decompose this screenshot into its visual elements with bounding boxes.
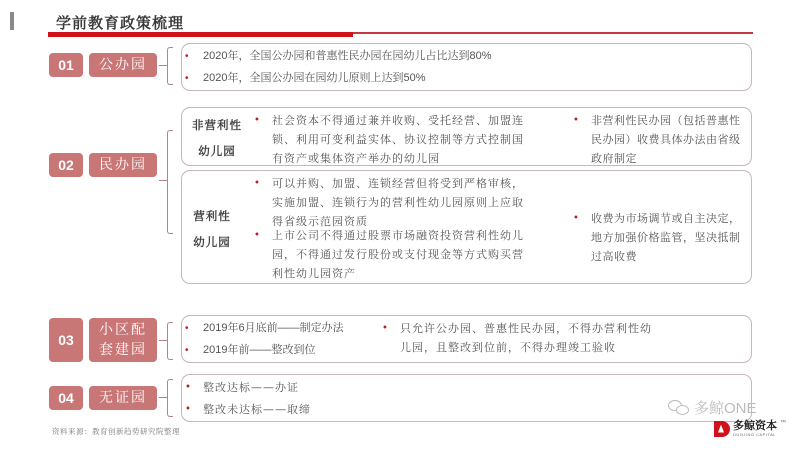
nonprofit-left-bullet-1: • 社会资本不得通过兼并收购、受托经营、加盟连锁、利用可变利益实体、协议控制等方式控制国有资产或集体资产举办的幼儿园	[272, 111, 532, 168]
section-02-category: 民办园	[89, 153, 157, 177]
forprofit-left-bullet-1: • 可以并购、加盟、连锁经营但将受到严格审核，实施加盟、连锁行为的营利性幼儿园原则上应取得省级示范园资质	[272, 174, 532, 231]
watermark	[668, 397, 757, 418]
section-01-bullet-1: • 2020年，全国公办园和普惠性民办园在园幼儿占比达到80%	[203, 47, 492, 66]
forprofit-right-bullet-1: • 收费为市场调节或自主决定，地方加强价格监管，坚决抵制过高收费	[591, 209, 751, 266]
section-04-bullet-2: • 整改未达标——取缔	[203, 400, 311, 419]
forprofit-label: 营利性 幼儿园	[193, 209, 231, 249]
section-03-number: 03	[49, 318, 83, 362]
side-marker	[10, 12, 14, 30]
section-01-number: 01	[49, 53, 83, 77]
section-03-category: 小区配 套建园	[89, 318, 157, 362]
page-title: 学前教育政策梳理	[56, 14, 185, 32]
section-01-box	[181, 43, 752, 91]
section-01-bullet-2: • 2020年，全国公办园在园幼儿原则上达到50%	[203, 69, 426, 88]
nonprofit-right-bullet-1: • 非营利性民办园（包括普惠性民办园）收费具体办法由省级政府制定	[591, 111, 751, 168]
section-03-box	[181, 315, 752, 363]
section-02-forprofit-box	[181, 170, 752, 284]
section-03-right-bullet-1: • 只允许公办园、普惠性民办园，不得办营利性幼儿园，且整改到位前，不得办理竣工验收	[400, 319, 660, 357]
watermark-text: 多鲸ONE	[694, 400, 757, 417]
source-note: 资料来源：教育创新趋势研究院整理	[52, 427, 180, 436]
logo-trademark: ™	[780, 420, 786, 426]
title-underline-thin	[353, 32, 753, 34]
logo-cn-text: 多鲸资本	[733, 419, 777, 432]
wechat-icon	[668, 400, 690, 416]
section-01-category: 公办园	[89, 53, 157, 77]
section-04-box	[181, 374, 752, 422]
section-02-number: 02	[49, 153, 83, 177]
nonprofit-label: 非营利性 幼儿园	[192, 118, 242, 158]
section-03-left-bullet-1: • 2019年6月底前——制定办法	[203, 319, 344, 338]
title-underline-thick	[48, 32, 353, 37]
section-03-left-bullet-2: • 2019年前——整改到位	[203, 341, 315, 360]
section-04-number: 04	[49, 386, 83, 410]
logo-mark-icon	[714, 421, 730, 437]
forprofit-left-bullet-2: • 上市公司不得通过股票市场融资投资营利性幼儿园，不得通过发行股份或支付现金等方式购买营利性幼儿园资产	[272, 226, 532, 283]
section-02-nonprofit-box	[181, 107, 752, 166]
section-04-category: 无证园	[89, 386, 157, 410]
section-04-bullet-1: • 整改达标——办证	[203, 378, 299, 397]
brand-logo	[714, 420, 786, 437]
logo-en-text: DUOJING CAPITAL	[733, 432, 776, 437]
